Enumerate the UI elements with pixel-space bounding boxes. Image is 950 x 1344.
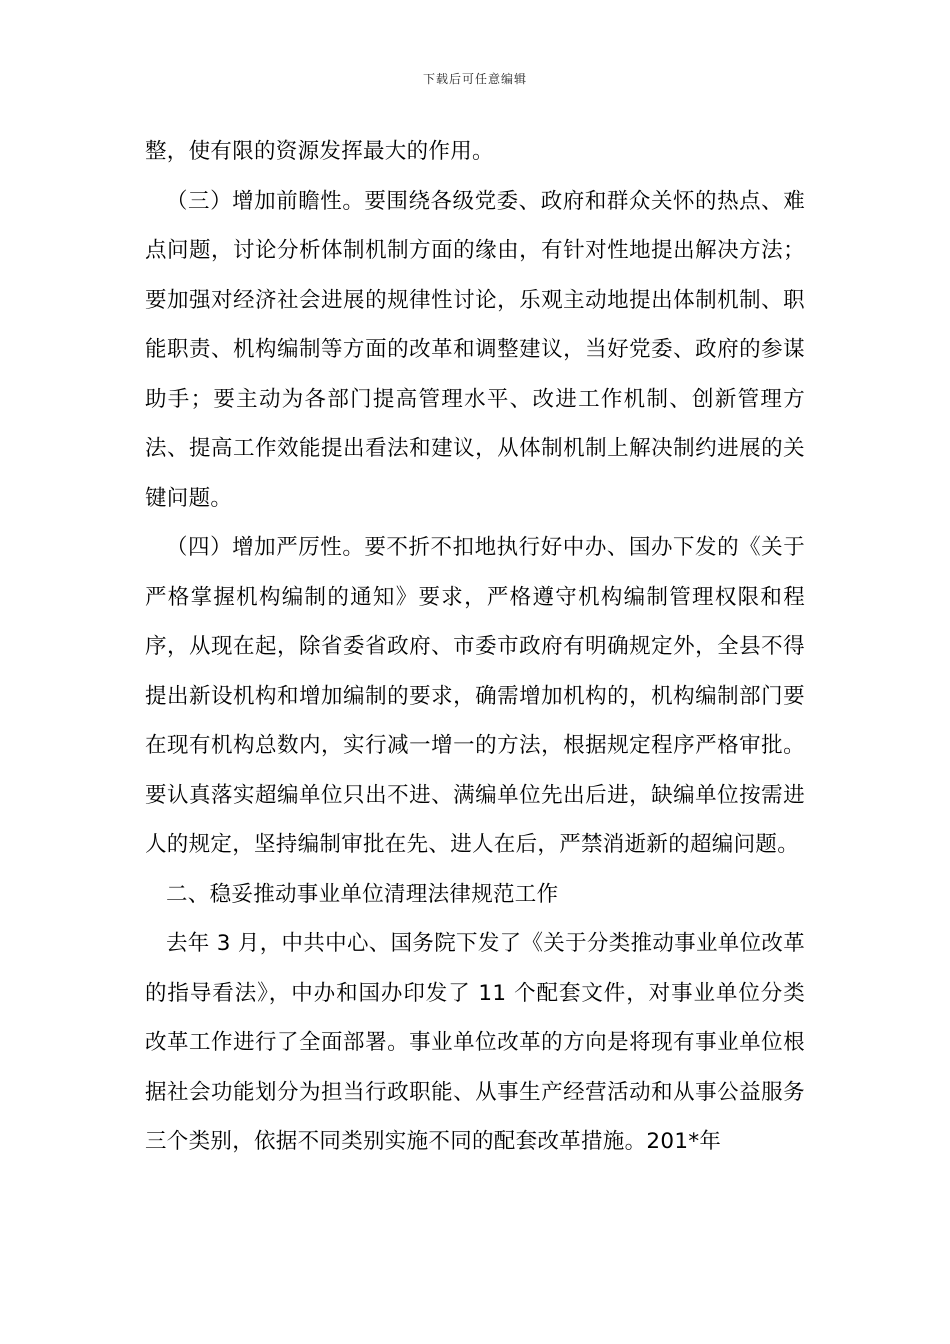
page-header: 下载后可任意编辑 — [422, 72, 527, 86]
paragraph-section-four: （四）增加严厉性。要不折不扣地执行好中办、国办下发的《关于严格掌握机构编制的通知》要求，严格遵守机构编制管理权限和程序，从现在起，除省委省政府、市委市政府有明确规定外，全县不得提出新设机构和增加编制的要求，确需增加机构的，机构编制部门要在现有机构总数内，实行减一增一的方法，根据规定程序严格审批。要认真落实超编单位只出不进、满编单位先出后进，缺编单位按需进人的规定，坚持编制审批在先、进人在后，严禁消逝新的超编问题。 — [145, 535, 805, 857]
section-heading-two: 二、稳妥推动事业单位清理法律规范工作 — [166, 881, 559, 907]
paragraph-reform-background: 去年 3 月，中共中心、国务院下发了《关于分类推动事业单位改革的指导看法》，中办和国办印发了 11 个配套文件，对事业单位分类改革工作进行了全面部署。事业单位改革的方向是将现有事业单位根据社会功能划分为担当行政职能、从事生产经营活动和从事公益服务三个类别，依据不同类别实施不同的配套改革措施。201*年 — [145, 931, 805, 1154]
paragraph-continuation: 整，使有限的资源发挥最大的作用。 — [145, 139, 494, 164]
paragraph-section-three: （三）增加前瞻性。要围绕各级党委、政府和群众关怀的热点、难点问题，讨论分析体制机制方面的缘由，有针对性地提出解决方法；要加强对经济社会进展的规律性讨论，乐观主动地提出体制机制、职能职责、机构编制等方面的改革和调整建议，当好党委、政府的参谋助手；要主动为各部门提高管理水平、改进工作机制、创新管理方法、提高工作效能提出看法和建议，从体制机制上解决制约进展的关键问题。 — [145, 188, 805, 511]
document-body — [145, 127, 805, 1167]
